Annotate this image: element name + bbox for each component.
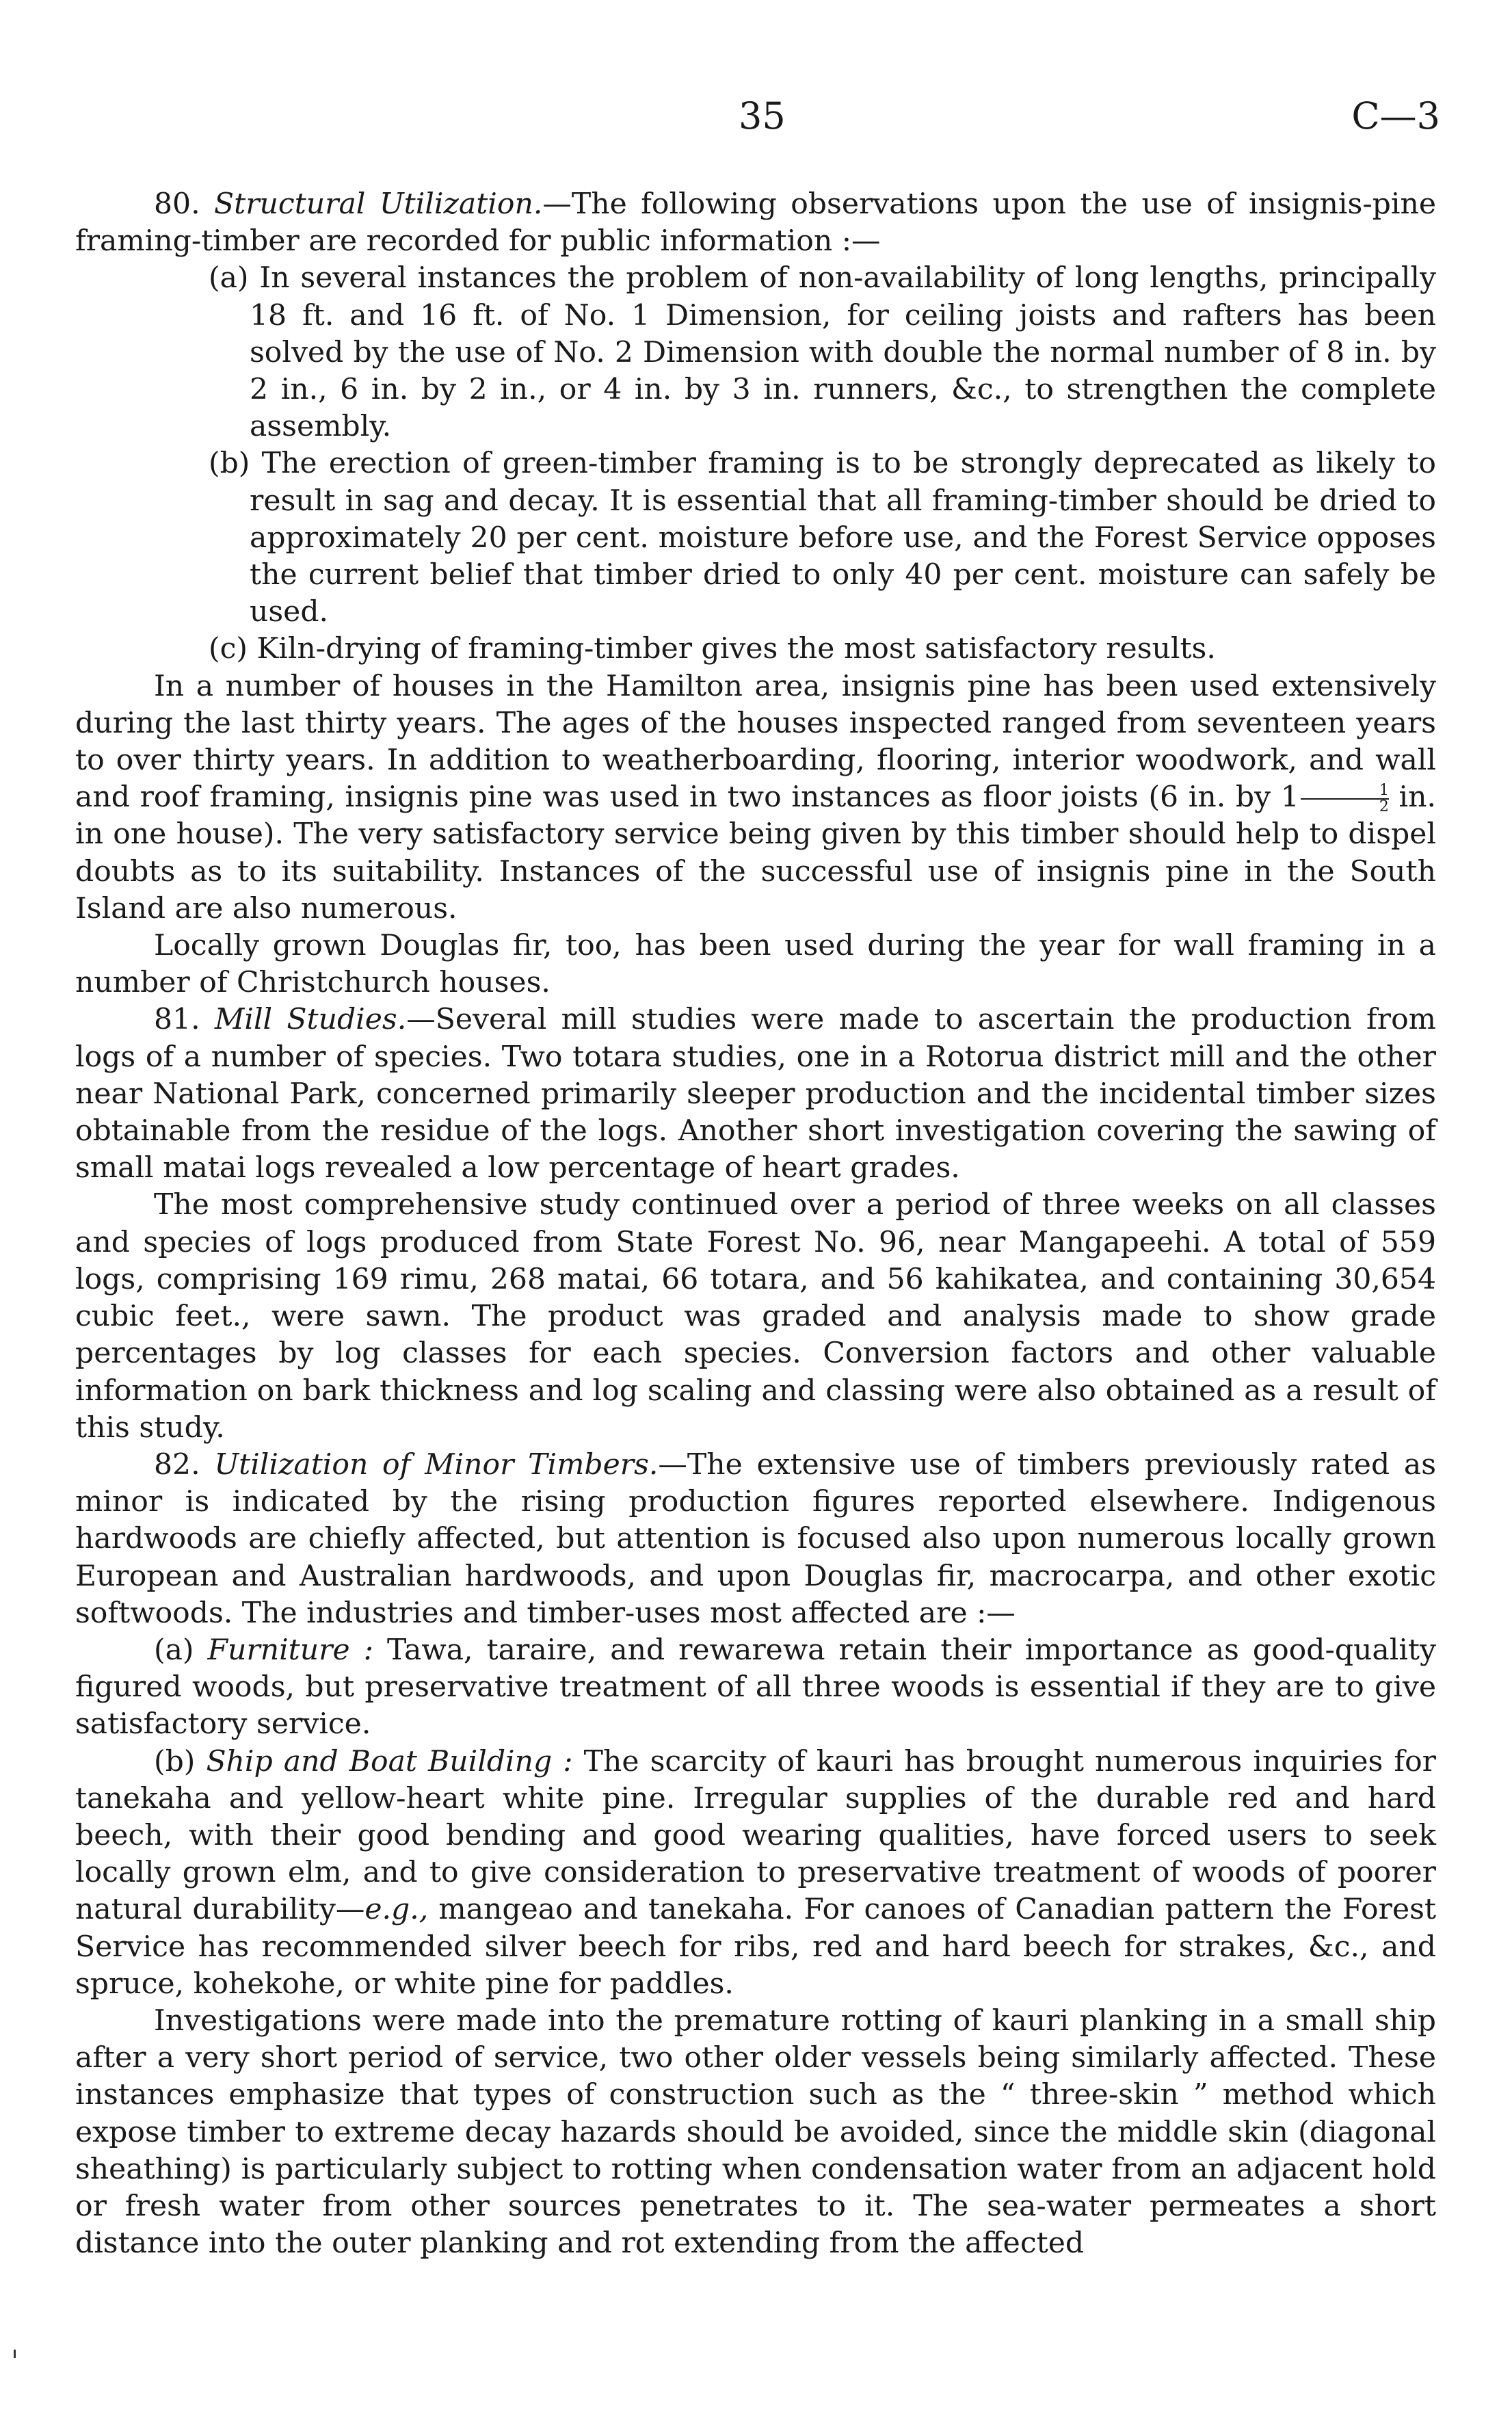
paragraph-text: Investigations were made into the premature rotting of kauri planking in a small ship after a very short period of service, two other older vessels being similarly affected. These instances emphasize that types of construction such as the “ three-skin ” method which expose timber to extreme decay hazards should be avoided, since the middle skin (diagonal sheathing) is particularly subject to rotting when condensation water from an adjacent hold or fresh water from other sources penetrates to it. The sea-water permeates a short distance into the outer planking and rot extending from the affected — [75, 2003, 1436, 2261]
paragraph-comprehensive-study — [75, 1187, 1436, 1446]
paragraph-hamilton — [75, 668, 1436, 928]
body-text — [75, 186, 1436, 2262]
list-item-a — [75, 260, 1436, 445]
page-number: 35 — [739, 94, 786, 137]
item-text: The scarcity of kauri has brought numerous inquiries for tanekaha and yellow-heart white pine. Irregular supplies of the durable red and hard beech, with their good bending and good wearing qualities, have forced users to seek locally grown elm, and to give consideration to preservative treatment of woods of poorer natural durability— — [75, 1744, 1436, 1927]
section-title: Mill Studies. — [214, 1003, 407, 1037]
list-item-ship-building — [75, 1744, 1436, 2003]
abbreviation-eg: e.g., — [364, 1893, 429, 1927]
item-text: The erection of green-timber framing is to be strongly deprecated as likely to result in sag and decay. It is essential that all framing-timber should be dried to approximately 20 per cent. moisture before use, and the Forest Service opposes the current belief that timber dried to only 40 per cent. moisture can safely be used. — [250, 447, 1436, 629]
paragraph-text: in. in one house). The very satisfactory service being given by this timber should help to dispel doubts as to its suitability. Instances of the successful use of insignis pine in the South Island are also numerous. — [75, 780, 1436, 925]
paragraph-kauri-planking — [75, 2003, 1436, 2262]
list-item-furniture — [75, 1632, 1436, 1744]
item-label: (b) — [209, 447, 250, 481]
list-item-c — [75, 631, 1436, 668]
list-item-b — [75, 445, 1436, 631]
paragraph-text: Locally grown Douglas fir, too, has been used during the year for wall framing in a number of Christchurch houses. — [75, 929, 1436, 1000]
item-label: (b) — [154, 1744, 196, 1778]
section-title: Utilization of Minor Timbers. — [214, 1447, 659, 1482]
item-label: (c) — [209, 632, 248, 666]
item-label: (a) — [209, 261, 249, 295]
paragraph-douglas-fir — [75, 928, 1436, 1001]
paragraph-text: —The extensive use of timbers previously rated as minor is indicated by the rising production figures reported elsewhere. Indigenous hardwoods are chiefly affected, but attention is focused also upon numerous locally grown European and Australian hardwoods, and upon Douglas fir, macrocarpa, and other exotic softwoods. The industries and timber-uses most affected are :— — [75, 1447, 1437, 1630]
paragraph-text: In a number of houses in the Hamilton area, insignis pine has been used extensively during the last thirty years. The ages of the houses inspected ranged from seventeen years to over thirty years. In addition to weatherboarding, flooring, interior woodwork, and wall and roof framing, insignis pine was used in two instances as floor joists (6 in. by 1 — [75, 669, 1436, 815]
page-header — [0, 94, 1512, 156]
item-text: Tawa, taraire, and rewarewa retain their importance as good-quality figured woods, but preservative treatment of all three woods is essential if they are to give satisfactory service. — [75, 1633, 1437, 1742]
paragraph-text: —The following observations upon the use of insignis-pine framing-timber are recorded for public information :— — [75, 187, 1436, 259]
document-code: C—3 — [1351, 94, 1440, 137]
paragraph-82 — [75, 1447, 1436, 1632]
paragraph-number: 80. — [154, 187, 200, 221]
paragraph-80 — [75, 186, 1436, 260]
paragraph-number: 82. — [154, 1447, 200, 1482]
section-title: Structural Utilization. — [214, 187, 543, 221]
item-title: Furniture : — [207, 1633, 373, 1667]
item-title: Ship and Boat Building : — [206, 1744, 573, 1778]
fraction-half — [1301, 783, 1389, 815]
item-text: Kiln-drying of framing-timber gives the most satisfactory results. — [256, 632, 1216, 666]
fraction-numerator: 1 — [1379, 782, 1389, 800]
scan-mark — [14, 2350, 16, 2358]
fraction-denominator: 2 — [1301, 798, 1389, 815]
paragraph-81 — [75, 1001, 1436, 1187]
paragraph-text: —Several mill studies were made to ascertain the production from logs of a number of species. Two totara studies, one in a Rotorua district mill and the other near National Park, concerned primarily sleeper production and the incidental timber sizes obtainable from the residue of the logs. Another short investigation covering the sawing of small matai logs revealed a low percentage of heart grades. — [75, 1003, 1436, 1185]
item-text: mangeao and tanekaha. For canoes of Canadian pattern the Forest Service has recommended silver beech for ribs, red and hard beech for strakes, &c., and spruce, kohekohe, or white pine for paddles. — [75, 1893, 1436, 2001]
item-label: (a) — [154, 1633, 194, 1667]
item-text: In several instances the problem of non-availability of long lengths, principally 18 ft. and 16 ft. of No. 1 Dimension, for ceiling joists and rafters has been solved by the use of No. 2 Dimension with double the normal number of 8 in. by 2 in., 6 in. by 2 in., or 4 in. by 3 in. runners, &c., to strengthen the complete assembly. — [250, 261, 1436, 444]
paragraph-number: 81. — [154, 1003, 200, 1037]
paragraph-text: The most comprehensive study continued over a period of three weeks on all classes and species of logs produced from State Forest No. 96, near Mangapeehi. A total of 559 logs, comprising 169 rimu, 268 matai, 66 totara, and 56 kahikatea, and containing 30,654 cubic feet., were sawn. The product was graded and analysis made to show grade percentages by log classes for each species. Conversion factors and other valuable information on bark thickness and log scaling and classing were also obtained as a result of this study. — [75, 1188, 1436, 1445]
